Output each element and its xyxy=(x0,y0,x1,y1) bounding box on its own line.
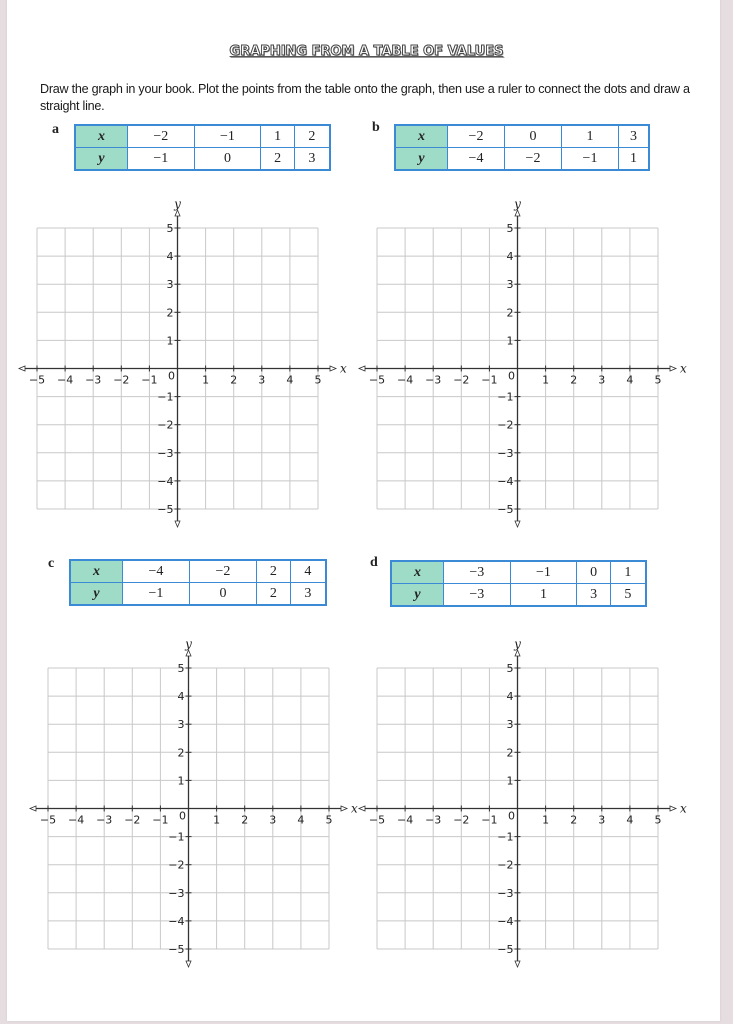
table-cell: −2 xyxy=(128,125,195,148)
y-tick-label: 4 xyxy=(506,690,514,704)
y-tick-label: 3 xyxy=(506,718,514,732)
table-cell: 5 xyxy=(610,584,646,607)
table-cell: −3 xyxy=(444,584,511,607)
table-cell: −1 xyxy=(123,583,190,606)
table-cell: 2 xyxy=(256,583,290,606)
x-tick-label: −3 xyxy=(85,373,102,387)
table-cell: 3 xyxy=(619,125,650,148)
table-cell: −1 xyxy=(562,148,619,171)
x-tick-label: 2 xyxy=(241,813,249,827)
x-tick-label: −1 xyxy=(152,813,169,827)
y-tick-label: −3 xyxy=(497,886,514,900)
y-tick-label: 4 xyxy=(166,250,174,264)
value-table-c xyxy=(69,559,327,606)
x-tick-label: −2 xyxy=(113,373,130,387)
worksheet-title: GRAPHING FROM A TABLE OF VALUES xyxy=(229,44,504,59)
x-tick-label: 3 xyxy=(598,813,606,827)
y-axis-down-arrow-icon xyxy=(186,961,191,967)
x-tick-label: 3 xyxy=(269,813,277,827)
x-axis-left-arrow-icon xyxy=(30,806,36,811)
table-header-x: x xyxy=(75,125,128,148)
table-cell: −2 xyxy=(448,125,505,148)
y-axis-down-arrow-icon xyxy=(175,521,180,527)
y-tick-label: 4 xyxy=(177,690,185,704)
y-tick-label: −1 xyxy=(157,390,174,404)
y-axis-label: y xyxy=(185,637,192,651)
problem-label-d: d xyxy=(370,555,378,570)
table-cell: −2 xyxy=(505,148,562,171)
y-tick-label: 2 xyxy=(177,746,185,760)
y-tick-label: 1 xyxy=(506,334,514,348)
table-cell: 1 xyxy=(619,148,650,171)
x-axis-left-arrow-icon xyxy=(359,366,365,371)
x-tick-label: 0 xyxy=(179,809,186,823)
y-tick-label: −2 xyxy=(168,858,185,872)
y-tick-label: 5 xyxy=(177,662,185,675)
table-cell: 2 xyxy=(261,148,295,171)
table-header-y: y xyxy=(395,148,448,171)
x-tick-label: −1 xyxy=(481,813,498,827)
y-tick-label: 4 xyxy=(506,250,514,264)
y-axis-label: y xyxy=(514,197,521,211)
x-axis-right-arrow-icon xyxy=(330,366,336,371)
x-axis-label: x xyxy=(351,801,358,816)
coordinate-grid-b[interactable] xyxy=(337,198,698,539)
y-tick-label: −2 xyxy=(157,418,174,432)
x-tick-label: 5 xyxy=(314,373,322,387)
x-tick-label: −4 xyxy=(396,373,414,387)
problem-label-a: a xyxy=(52,122,59,137)
value-table-b xyxy=(394,124,650,171)
x-tick-label: −3 xyxy=(425,813,442,827)
y-tick-label: 1 xyxy=(177,774,185,788)
y-tick-label: −4 xyxy=(497,914,514,928)
table-header-x: x xyxy=(391,561,444,584)
y-tick-label: −1 xyxy=(168,830,185,844)
table-cell: 1 xyxy=(510,584,577,607)
y-tick-label: 5 xyxy=(506,222,514,235)
y-tick-label: −2 xyxy=(497,858,514,872)
x-tick-label: −3 xyxy=(425,373,442,387)
table-cell: −2 xyxy=(189,560,256,583)
table-cell: 1 xyxy=(261,125,295,148)
y-tick-label: −5 xyxy=(497,943,514,956)
x-axis-right-arrow-icon xyxy=(670,806,676,811)
x-tick-label: 0 xyxy=(508,809,515,823)
x-tick-label: 4 xyxy=(626,813,634,827)
table-header-x: x xyxy=(395,125,448,148)
table-cell: 1 xyxy=(610,561,646,584)
y-tick-label: 2 xyxy=(506,306,514,320)
y-tick-label: 1 xyxy=(166,334,174,348)
value-table-d xyxy=(390,560,647,607)
y-axis-label: y xyxy=(514,637,521,651)
x-tick-label: −2 xyxy=(124,813,141,827)
y-tick-label: −3 xyxy=(497,446,514,460)
coordinate-grid-c[interactable] xyxy=(8,638,369,979)
table-cell: −1 xyxy=(128,148,195,171)
x-tick-label: 4 xyxy=(626,373,634,387)
y-axis-down-arrow-icon xyxy=(515,961,520,967)
y-tick-label: 3 xyxy=(177,718,185,732)
table-header-y: y xyxy=(70,583,123,606)
y-tick-label: −5 xyxy=(157,503,174,516)
table-cell: −1 xyxy=(510,561,577,584)
x-tick-label: −2 xyxy=(453,373,470,387)
table-header-y: y xyxy=(75,148,128,171)
table-cell: −4 xyxy=(123,560,190,583)
table-cell: 0 xyxy=(189,583,256,606)
x-tick-label: 1 xyxy=(542,813,550,827)
y-tick-label: −2 xyxy=(497,418,514,432)
table-cell: 3 xyxy=(294,148,330,171)
x-tick-label: −4 xyxy=(396,813,414,827)
y-tick-label: 2 xyxy=(506,746,514,760)
table-cell: 3 xyxy=(290,583,326,606)
y-axis-label: y xyxy=(174,197,181,211)
x-axis-label: x xyxy=(340,361,347,376)
worksheet-instructions: Draw the graph in your book. Plot the points from the table onto the graph, then use a ruler to connect the dots and draw a straight line. xyxy=(40,82,690,113)
x-tick-label: 1 xyxy=(542,373,550,387)
x-tick-label: −1 xyxy=(141,373,158,387)
table-cell: −3 xyxy=(444,561,511,584)
y-tick-label: −5 xyxy=(168,943,185,956)
x-tick-label: 0 xyxy=(168,369,175,383)
x-tick-label: 1 xyxy=(213,813,221,827)
table-cell: 0 xyxy=(577,561,611,584)
y-tick-label: 5 xyxy=(166,222,174,235)
y-tick-label: −5 xyxy=(497,503,514,516)
table-header-y: y xyxy=(391,584,444,607)
y-tick-label: 3 xyxy=(506,278,514,292)
x-tick-label: 2 xyxy=(570,813,578,827)
y-tick-label: −3 xyxy=(168,886,185,900)
x-tick-label: 2 xyxy=(570,373,578,387)
x-tick-label: 4 xyxy=(297,813,305,827)
x-tick-label: 5 xyxy=(325,813,333,827)
x-tick-label: 3 xyxy=(258,373,266,387)
table-cell: 0 xyxy=(194,148,261,171)
y-tick-label: −3 xyxy=(157,446,174,460)
x-tick-label: −3 xyxy=(96,813,113,827)
x-tick-label: 5 xyxy=(654,373,662,387)
y-tick-label: −1 xyxy=(497,390,514,404)
x-tick-label: −5 xyxy=(368,373,386,387)
x-tick-label: 2 xyxy=(230,373,238,387)
x-tick-label: 1 xyxy=(202,373,210,387)
x-axis-left-arrow-icon xyxy=(359,806,365,811)
table-cell: 3 xyxy=(577,584,611,607)
table-cell: 1 xyxy=(562,125,619,148)
table-cell: −1 xyxy=(194,125,261,148)
x-tick-label: 5 xyxy=(654,813,662,827)
x-tick-label: −4 xyxy=(67,813,85,827)
coordinate-grid-d[interactable] xyxy=(337,638,698,979)
table-cell: 2 xyxy=(256,560,290,583)
table-cell: −4 xyxy=(448,148,505,171)
y-tick-label: −4 xyxy=(168,914,185,928)
x-tick-label: −5 xyxy=(28,373,46,387)
x-tick-label: −5 xyxy=(368,813,386,827)
x-tick-label: −4 xyxy=(56,373,74,387)
x-tick-label: −1 xyxy=(481,373,498,387)
x-tick-label: 4 xyxy=(286,373,294,387)
y-tick-label: −4 xyxy=(497,474,514,488)
x-axis-right-arrow-icon xyxy=(670,366,676,371)
x-axis-left-arrow-icon xyxy=(19,366,25,371)
x-axis-label: x xyxy=(680,361,687,376)
y-tick-label: 5 xyxy=(506,662,514,675)
y-tick-label: 1 xyxy=(506,774,514,788)
y-tick-label: 2 xyxy=(166,306,174,320)
table-cell: 0 xyxy=(505,125,562,148)
value-table-a xyxy=(74,124,331,171)
y-axis-down-arrow-icon xyxy=(515,521,520,527)
x-axis-label: x xyxy=(680,801,687,816)
problem-label-c: c xyxy=(48,556,55,571)
y-tick-label: 3 xyxy=(166,278,174,292)
y-tick-label: −1 xyxy=(497,830,514,844)
x-tick-label: 3 xyxy=(598,373,606,387)
x-tick-label: −5 xyxy=(39,813,57,827)
coordinate-grid-a[interactable] xyxy=(0,198,358,539)
table-cell: 4 xyxy=(290,560,326,583)
table-header-x: x xyxy=(70,560,123,583)
x-tick-label: 0 xyxy=(508,369,515,383)
problem-label-b: b xyxy=(372,120,380,135)
y-tick-label: −4 xyxy=(157,474,174,488)
x-tick-label: −2 xyxy=(453,813,470,827)
table-cell: 2 xyxy=(294,125,330,148)
